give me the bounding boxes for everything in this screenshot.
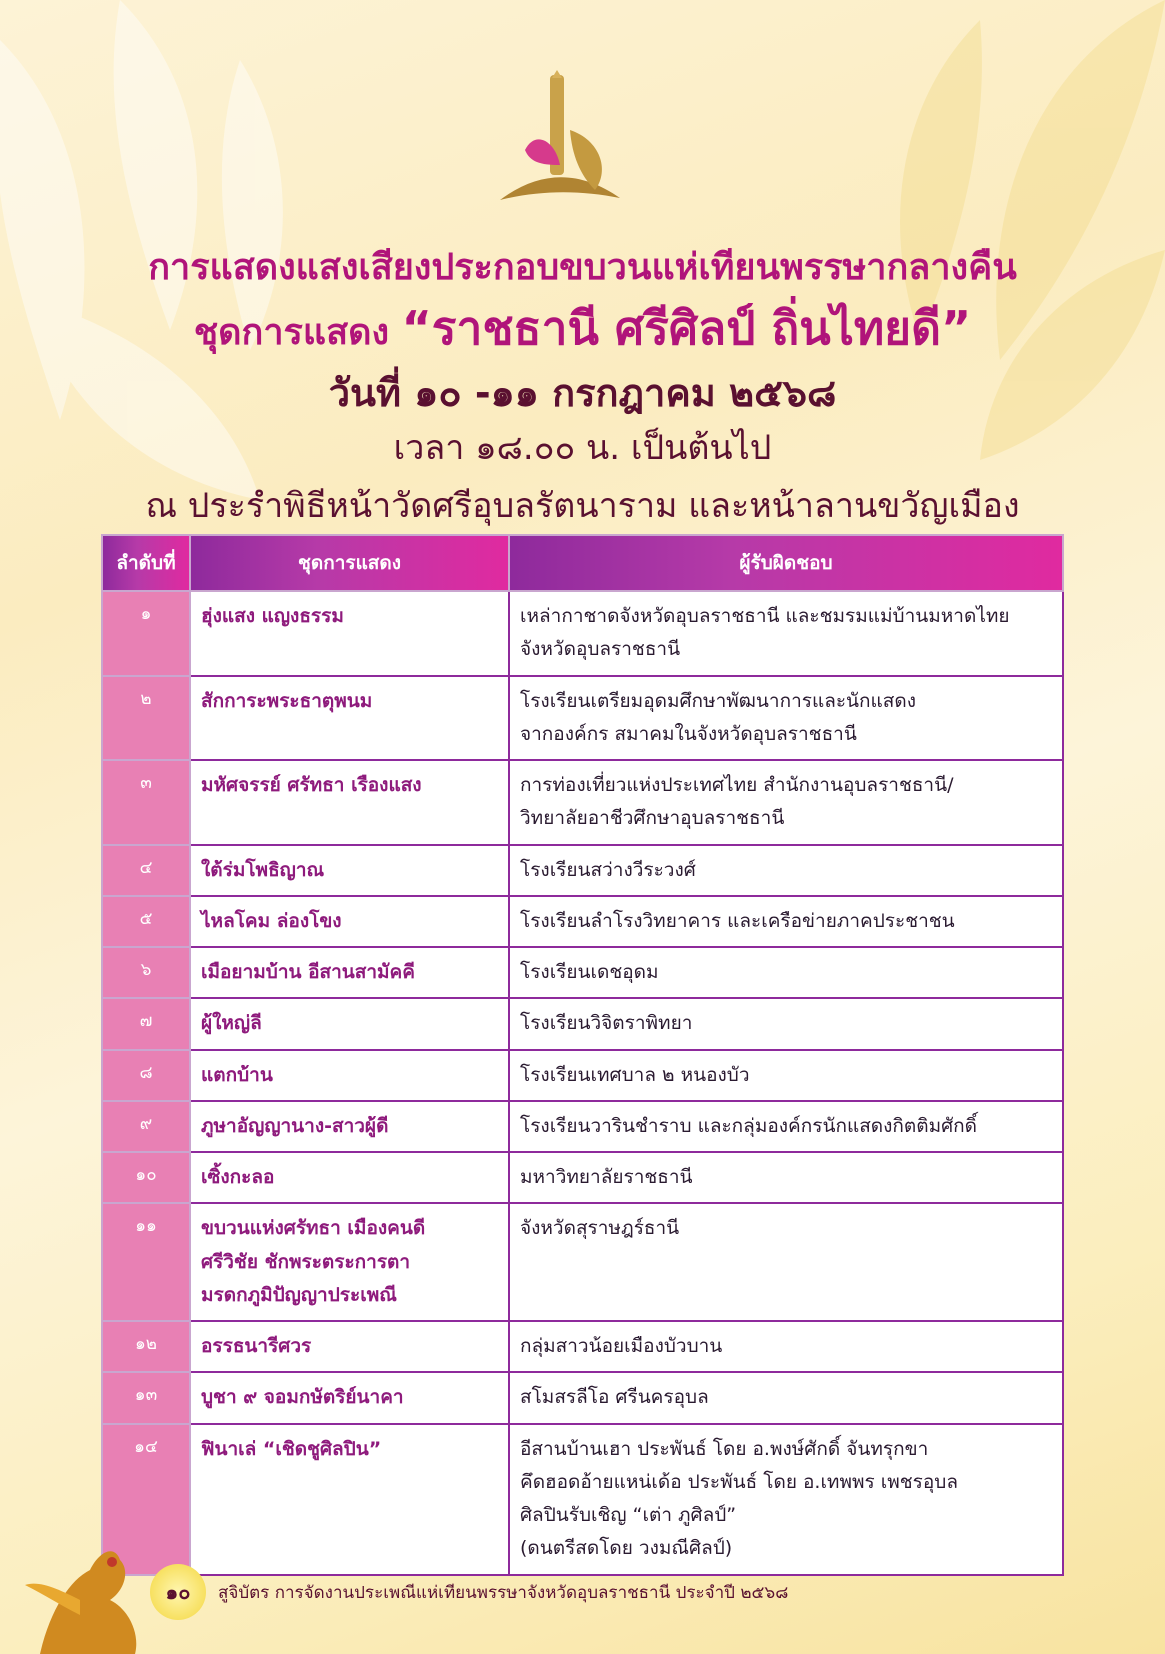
responsible-line: อีสานบ้านเฮา ประพันธ์ โดย อ.พงษ์ศักดิ์ จันทรุกขา	[520, 1437, 929, 1460]
responsible-party	[509, 1203, 1063, 1321]
title-line-2-prefix: ชุดการแสดง	[193, 312, 402, 353]
show-name-line: ไหลโคม ล่องโขง	[201, 909, 342, 932]
responsible-line: สโมสรลีโอ ศรีนครอุบล	[520, 1386, 709, 1409]
responsible-line: กลุ่มสาวน้อยเมืองบัวบาน	[520, 1335, 723, 1357]
show-name	[190, 998, 509, 1049]
responsible-party	[509, 845, 1063, 896]
responsible-line: จังหวัดอุบลราชธานี	[520, 638, 681, 661]
row-number: ๖	[102, 947, 190, 998]
row-number: ๕	[102, 896, 190, 947]
table-row	[102, 998, 1063, 1049]
page-number: ๑๐	[150, 1564, 206, 1620]
table-row	[102, 896, 1063, 947]
show-name	[190, 1372, 509, 1423]
table-row	[102, 1152, 1063, 1203]
show-name	[190, 1321, 509, 1372]
footer-text: สูจิบัตร การจัดงานประเพณีแห่เทียนพรรษาจังหวัดอุบลราชธานี ประจำปี ๒๕๖๘	[218, 1582, 789, 1603]
show-name	[190, 1050, 509, 1101]
show-name	[190, 760, 509, 845]
table-row	[102, 1203, 1063, 1321]
header-responsible: ผู้รับผิดชอบ	[509, 535, 1063, 591]
table-row	[102, 1101, 1063, 1152]
responsible-line: โรงเรียนสว่างวีระวงศ์	[520, 858, 696, 881]
responsible-line: โรงเรียนเตรียมอุดมศึกษาพัฒนาการและนักแสดง	[520, 689, 917, 712]
temple-candle-logo	[480, 70, 630, 220]
show-name-line: ขบวนแห่งศรัทธา เมืองคนดี	[201, 1217, 426, 1240]
responsible-line: โรงเรียนวารินชำราบ และกลุ่มองค์กรนักแสดงกิตติมศักดิ์	[520, 1114, 978, 1137]
responsible-line: โรงเรียนวิจิตราพิทยา	[520, 1012, 693, 1035]
show-name	[190, 896, 509, 947]
garuda-ornament	[20, 1540, 150, 1654]
schedule-table	[101, 534, 1064, 1576]
show-name	[190, 1203, 509, 1321]
responsible-party	[509, 760, 1063, 845]
responsible-line: คึดฮอดอ้ายแหน่เด้อ ประพันธ์ โดย อ.เทพพร เพชรอุบล	[520, 1470, 958, 1493]
show-name-line: มรดกภูมิปัญญาประเพณี	[201, 1283, 397, 1306]
show-name	[190, 1101, 509, 1152]
show-name	[190, 1152, 509, 1203]
responsible-party	[509, 1152, 1063, 1203]
responsible-line: (ดนตรีสดโดย วงมณีศิลป์)	[520, 1537, 733, 1560]
show-name-line: สักการะพระธาตุพนม	[201, 689, 373, 712]
row-number: ๙	[102, 1101, 190, 1152]
responsible-line: ศิลปินรับเชิญ “เต่า ภูศิลป์”	[520, 1504, 737, 1526]
show-name-line: ภูษาอัญญานาง-สาวผู้ดี	[201, 1114, 389, 1137]
show-name-line: บูชา ๙ จอมกษัตริย์นาคา	[201, 1386, 404, 1409]
responsible-line: วิทยาลัยอาชีวศึกษาอุบลราชธานี	[520, 807, 785, 830]
responsible-party	[509, 998, 1063, 1049]
show-name-quote: “ราชธานี ศรีศิลป์ ถิ่นไทยดี”	[401, 301, 972, 355]
show-name-line: ศรีวิชัย ชักพระตระการตา	[201, 1250, 411, 1273]
responsible-party	[509, 1321, 1063, 1372]
show-name-line: ฟินาเล่ “เชิดชูศิลปิน”	[201, 1437, 382, 1460]
responsible-party	[509, 1050, 1063, 1101]
schedule-body	[102, 591, 1063, 1575]
table-row	[102, 845, 1063, 896]
header-number: ลำดับที่	[102, 535, 190, 591]
row-number: ๑๒	[102, 1321, 190, 1372]
responsible-party	[509, 591, 1063, 676]
table-row	[102, 1372, 1063, 1423]
title-line-1: การแสดงแสงเสียงประกอบขบวนแห่เทียนพรรษากลางคืน	[148, 247, 1017, 288]
responsible-line: โรงเรียนลำโรงวิทยาคาร และเครือข่ายภาคประชาชน	[520, 909, 955, 932]
responsible-party	[509, 1101, 1063, 1152]
table-row	[102, 1321, 1063, 1372]
show-name	[190, 676, 509, 761]
page-footer	[150, 1564, 788, 1620]
table-row	[102, 760, 1063, 845]
row-number: ๗	[102, 998, 190, 1049]
show-name-line: ฮุ่งแสง แญงธรรม	[201, 605, 344, 627]
responsible-line: จากองค์กร สมาคมในจังหวัดอุบลราชธานี	[520, 722, 857, 745]
show-name-line: เมือยามบ้าน อีสานสามัคคี	[201, 961, 415, 983]
show-name	[190, 1424, 509, 1575]
event-date: วันที่ ๑๐ -๑๑ กรกฎาคม ๒๕๖๘	[328, 371, 837, 415]
responsible-line: โรงเรียนเดชอุดม	[520, 961, 659, 983]
row-number: ๒	[102, 676, 190, 761]
responsible-party	[509, 1372, 1063, 1423]
show-name-line: อรรธนารีศวร	[201, 1335, 312, 1357]
row-number: ๑๐	[102, 1152, 190, 1203]
table-row	[102, 591, 1063, 676]
row-number: ๑๓	[102, 1372, 190, 1423]
responsible-party	[509, 1424, 1063, 1575]
table-row	[102, 1050, 1063, 1101]
header-show: ชุดการแสดง	[190, 535, 509, 591]
row-number: ๑๔	[102, 1424, 190, 1575]
show-name-line: แตกบ้าน	[201, 1063, 273, 1086]
show-name-line: เซิ้งกะลอ	[201, 1166, 275, 1188]
row-number: ๑	[102, 591, 190, 676]
responsible-party	[509, 947, 1063, 998]
table-row	[102, 947, 1063, 998]
show-name	[190, 947, 509, 998]
row-number: ๔	[102, 845, 190, 896]
show-name-line: มหัศจรรย์ ศรัทธา เรืองแสง	[201, 774, 422, 796]
event-venue: ณ ประรำพิธีหน้าวัดศรีอุบลรัตนาราม และหน้าลานขวัญเมือง	[145, 486, 1020, 526]
show-name-line: ผู้ใหญ่ลี	[201, 1012, 262, 1035]
show-name	[190, 591, 509, 676]
title-line-2	[0, 292, 1165, 365]
responsible-line: มหาวิทยาลัยราชธานี	[520, 1166, 693, 1188]
row-number: ๘	[102, 1050, 190, 1101]
row-number: ๓	[102, 760, 190, 845]
responsible-line: การท่องเที่ยวแห่งประเทศไทย สำนักงานอุบลราชธานี/	[520, 774, 954, 796]
responsible-line: จังหวัดสุราษฎร์ธานี	[520, 1217, 680, 1240]
event-time: เวลา ๑๘.๐๐ น. เป็นต้นไป	[393, 428, 772, 468]
row-number: ๑๑	[102, 1203, 190, 1321]
table-row	[102, 676, 1063, 761]
responsible-party	[509, 676, 1063, 761]
responsible-party	[509, 896, 1063, 947]
responsible-line: เหล่ากาชาดจังหวัดอุบลราชธานี และชมรมแม่บ้านมหาดไทย	[520, 605, 1010, 627]
show-name	[190, 845, 509, 896]
table-header-row	[102, 535, 1063, 591]
table-row	[102, 1424, 1063, 1575]
responsible-line: โรงเรียนเทศบาล ๒ หนองบัว	[520, 1063, 750, 1086]
show-name-line: ใต้ร่มโพธิญาณ	[201, 858, 325, 881]
